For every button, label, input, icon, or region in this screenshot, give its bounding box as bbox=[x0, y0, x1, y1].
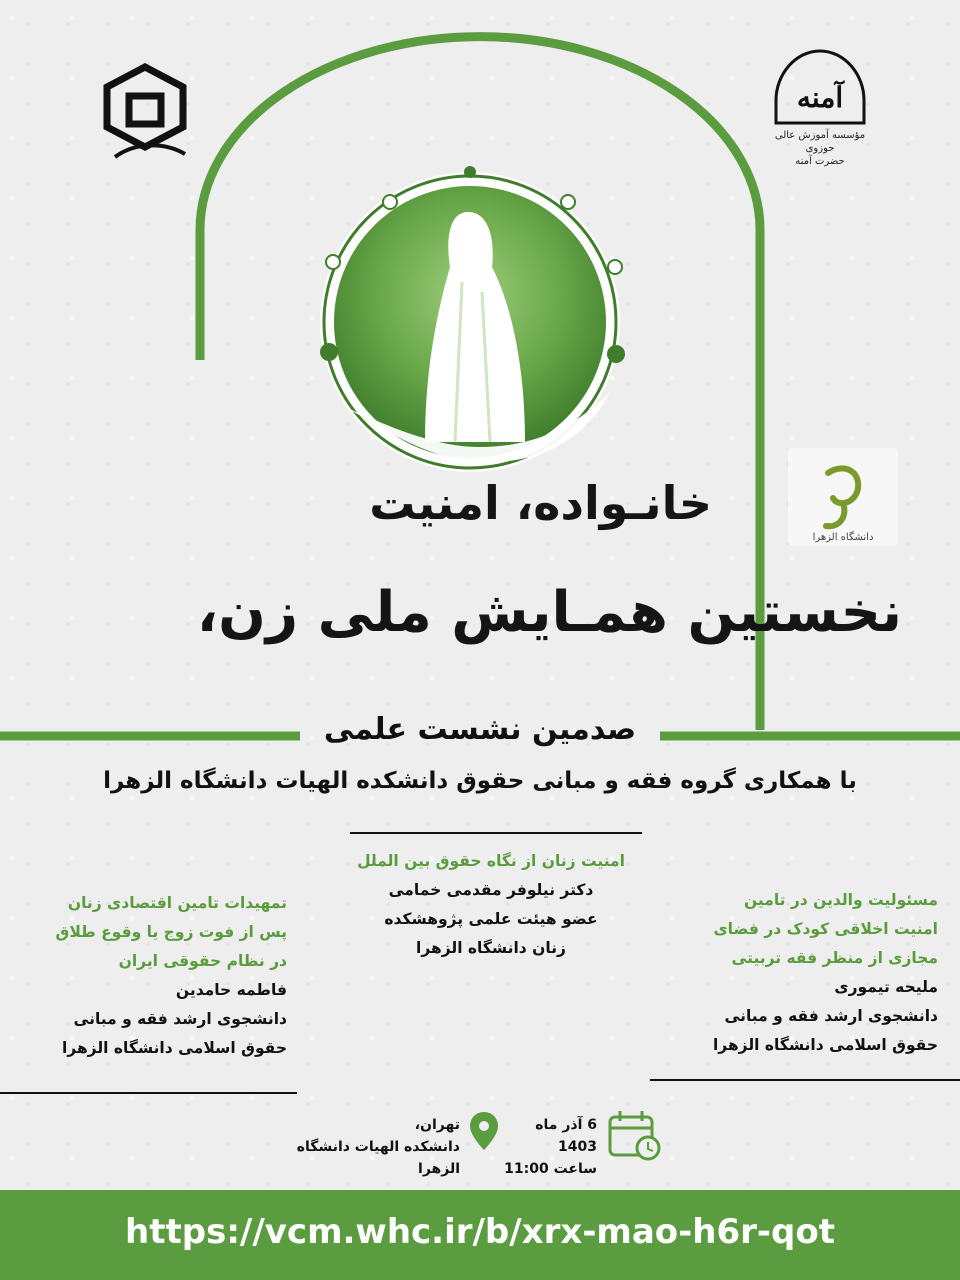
title-line-2: نخستین همـایش ملی زن، bbox=[196, 580, 902, 645]
talk-role: حقوق اسلامی دانشگاه الزهرا bbox=[712, 1036, 938, 1054]
svg-text:دانشگاه الزهرا: دانشگاه الزهرا bbox=[812, 532, 874, 543]
talk-center bbox=[340, 847, 642, 963]
event-location bbox=[250, 1114, 460, 1180]
alzahra-university-logo bbox=[788, 448, 898, 546]
event-city: تهران، bbox=[414, 1117, 460, 1133]
event-date-time bbox=[497, 1114, 597, 1180]
talk-left bbox=[22, 889, 287, 1063]
svg-text:آمنه: آمنه bbox=[796, 81, 844, 114]
talk-speaker: دکتر نیلوفر مقدمی خمامی bbox=[388, 881, 594, 899]
talk-speaker: فاطمه حامدین bbox=[175, 981, 287, 999]
talk-role: دانشجوی ارشد فقه و مبانی bbox=[73, 1010, 287, 1028]
talk-right bbox=[638, 886, 938, 1060]
talk-speaker: ملیحه تیموری bbox=[834, 978, 938, 996]
talk-topic: امنیت اخلاقی کودک در فضای bbox=[713, 920, 938, 938]
talk-topic: مسئولیت والدین در تامین bbox=[743, 891, 938, 909]
institute-name: مؤسسه آموزش عالی حوزوی bbox=[774, 130, 866, 154]
talk-role: زنان دانشگاه الزهرا bbox=[416, 939, 566, 957]
institute-subname: حضرت آمنه bbox=[795, 156, 845, 167]
talk-topic: پس از فوت زوج یا وقوع طلاق bbox=[55, 923, 287, 941]
talk-topic: در نظام حقوقی ایران bbox=[118, 952, 287, 970]
talk-role: دانشجوی ارشد فقه و مبانی bbox=[724, 1007, 938, 1025]
amaneh-institute-logo bbox=[760, 45, 880, 170]
talk-role: عضو هیئت علمی پژوهشکده bbox=[384, 910, 598, 928]
talk-topic: تمهیدات تامین اقتصادی زنان bbox=[67, 894, 287, 912]
event-time: ساعت 11:00 bbox=[504, 1161, 597, 1177]
talk-topic: امنیت زنان از نگاه حقوق بین الملل bbox=[357, 852, 625, 870]
talk-role: حقوق اسلامی دانشگاه الزهرا bbox=[61, 1039, 287, 1057]
event-venue: دانشکده الهیات دانشگاه الزهرا bbox=[296, 1139, 460, 1177]
session-subtitle: صدمین نشست علمی bbox=[323, 712, 637, 747]
woman-emblem bbox=[320, 166, 625, 472]
qom-province-logo bbox=[95, 62, 195, 162]
collaboration-line: با همکاری گروه فقه و مبانی حقوق دانشکده الهیات دانشگاه الزهرا bbox=[103, 768, 857, 794]
meeting-link[interactable]: https://vcm.whc.ir/b/xrx-mao-h6r-qot bbox=[125, 1212, 835, 1252]
talk-topic: مجازی از منظر فقه تربیتی bbox=[731, 949, 938, 967]
event-date: 6 آذر ماه 1403 bbox=[535, 1117, 597, 1155]
title-line-1: خانـواده، امنیت bbox=[369, 476, 712, 530]
